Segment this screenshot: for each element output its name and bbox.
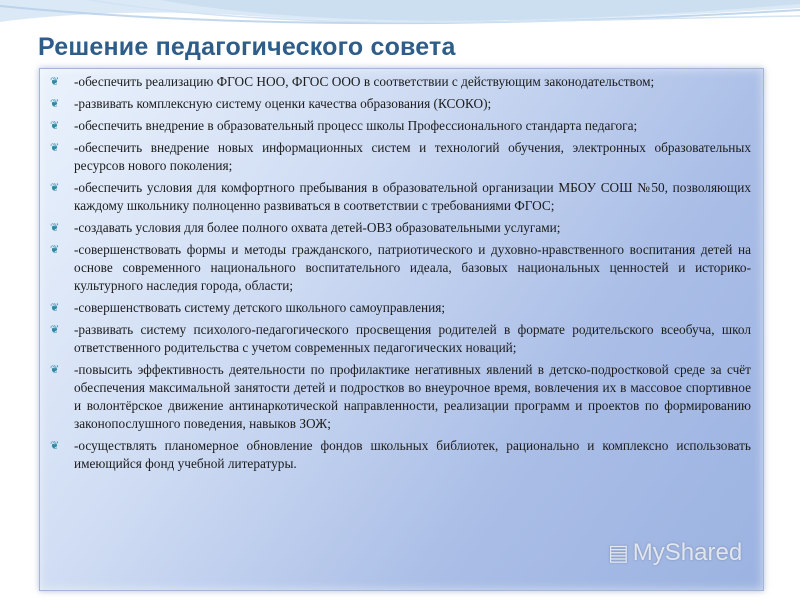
list-item-text: -развивать комплексную систему оценки качества образования (КСОКО); [74,96,492,111]
list-item [48,361,751,433]
item-list [40,69,763,473]
list-item [48,139,751,175]
leaf-bullet-icon: ❦ [50,222,60,234]
list-item [48,95,751,113]
leaf-bullet-icon: ❦ [50,302,60,314]
content-box [39,68,764,591]
watermark-text: MyShared [632,539,743,566]
list-item-text: -обеспечить реализацию ФГОС НОО, ФГОС ООО в соответствии с действующим законодательством; [74,74,655,89]
leaf-bullet-icon: ❦ [50,182,60,194]
leaf-bullet-icon: ❦ [50,364,60,376]
list-item-text: -повысить эффективность деятельности по профилактике негативных явлений в детско-подростковой среде за счёт обеспечения максимальной занятости детей и подростков во внеурочное время, вовлечения их в массовое спортивное и волонтёрское движение антинаркотической направленности, реализации программ и проектов по формированию законопослушного поведения, навыков ЗОЖ; [74,362,751,431]
list-item-text: -совершенствовать систему детского школьного самоуправления; [74,300,446,315]
list-item-text: -обеспечить внедрение новых информационных систем и технологий обучения, электронных образовательных ресурсов нового поколения; [74,140,751,173]
leaf-bullet-icon: ❦ [50,76,60,88]
leaf-bullet-icon: ❦ [50,120,60,132]
leaf-bullet-icon: ❦ [50,324,60,336]
list-item-text: -совершенствовать формы и методы гражданского, патриотического и духовно-нравственного воспитания детей на основе современного национального воспитательного идеала, базовых национальных ценностей и историко-культурного наследия города, области; [74,242,751,293]
list-item [48,219,751,237]
page-title: Решение педагогического совета [38,33,456,61]
list-item [48,117,751,135]
presentation-icon: ▤ [608,540,629,565]
list-item-text: -осуществлять планомерное обновление фондов школьных библиотек, рационально и комплексно использовать имеющийся фонд учебной литературы. [74,438,751,471]
leaf-bullet-icon: ❦ [50,244,60,256]
list-item-text: -обеспечить условия для комфортного пребывания в образовательной организации МБОУ СОШ №50, позволяющих каждому школьнику полноценно развиваться в соответствии с требованиями ФГОС; [74,180,751,213]
list-item-text: -обеспечить внедрение в образовательный процесс школы Профессионального стандарта педагога; [74,118,638,133]
list-item [48,179,751,215]
watermark [608,539,742,567]
leaf-bullet-icon: ❦ [50,142,60,154]
list-item [48,299,751,317]
leaf-bullet-icon: ❦ [50,98,60,110]
list-item [48,437,751,473]
list-item-text: -создавать условия для более полного охвата детей-ОВЗ образовательными услугами; [74,220,561,235]
list-item-text: -развивать систему психолого-педагогического просвещения родителей в формате родительского всеобуча, школ ответственного родительства с учетом современных педагогических новаций; [74,322,751,355]
list-item [48,321,751,357]
list-item [48,241,751,295]
leaf-bullet-icon: ❦ [50,440,60,452]
list-item [48,73,751,91]
